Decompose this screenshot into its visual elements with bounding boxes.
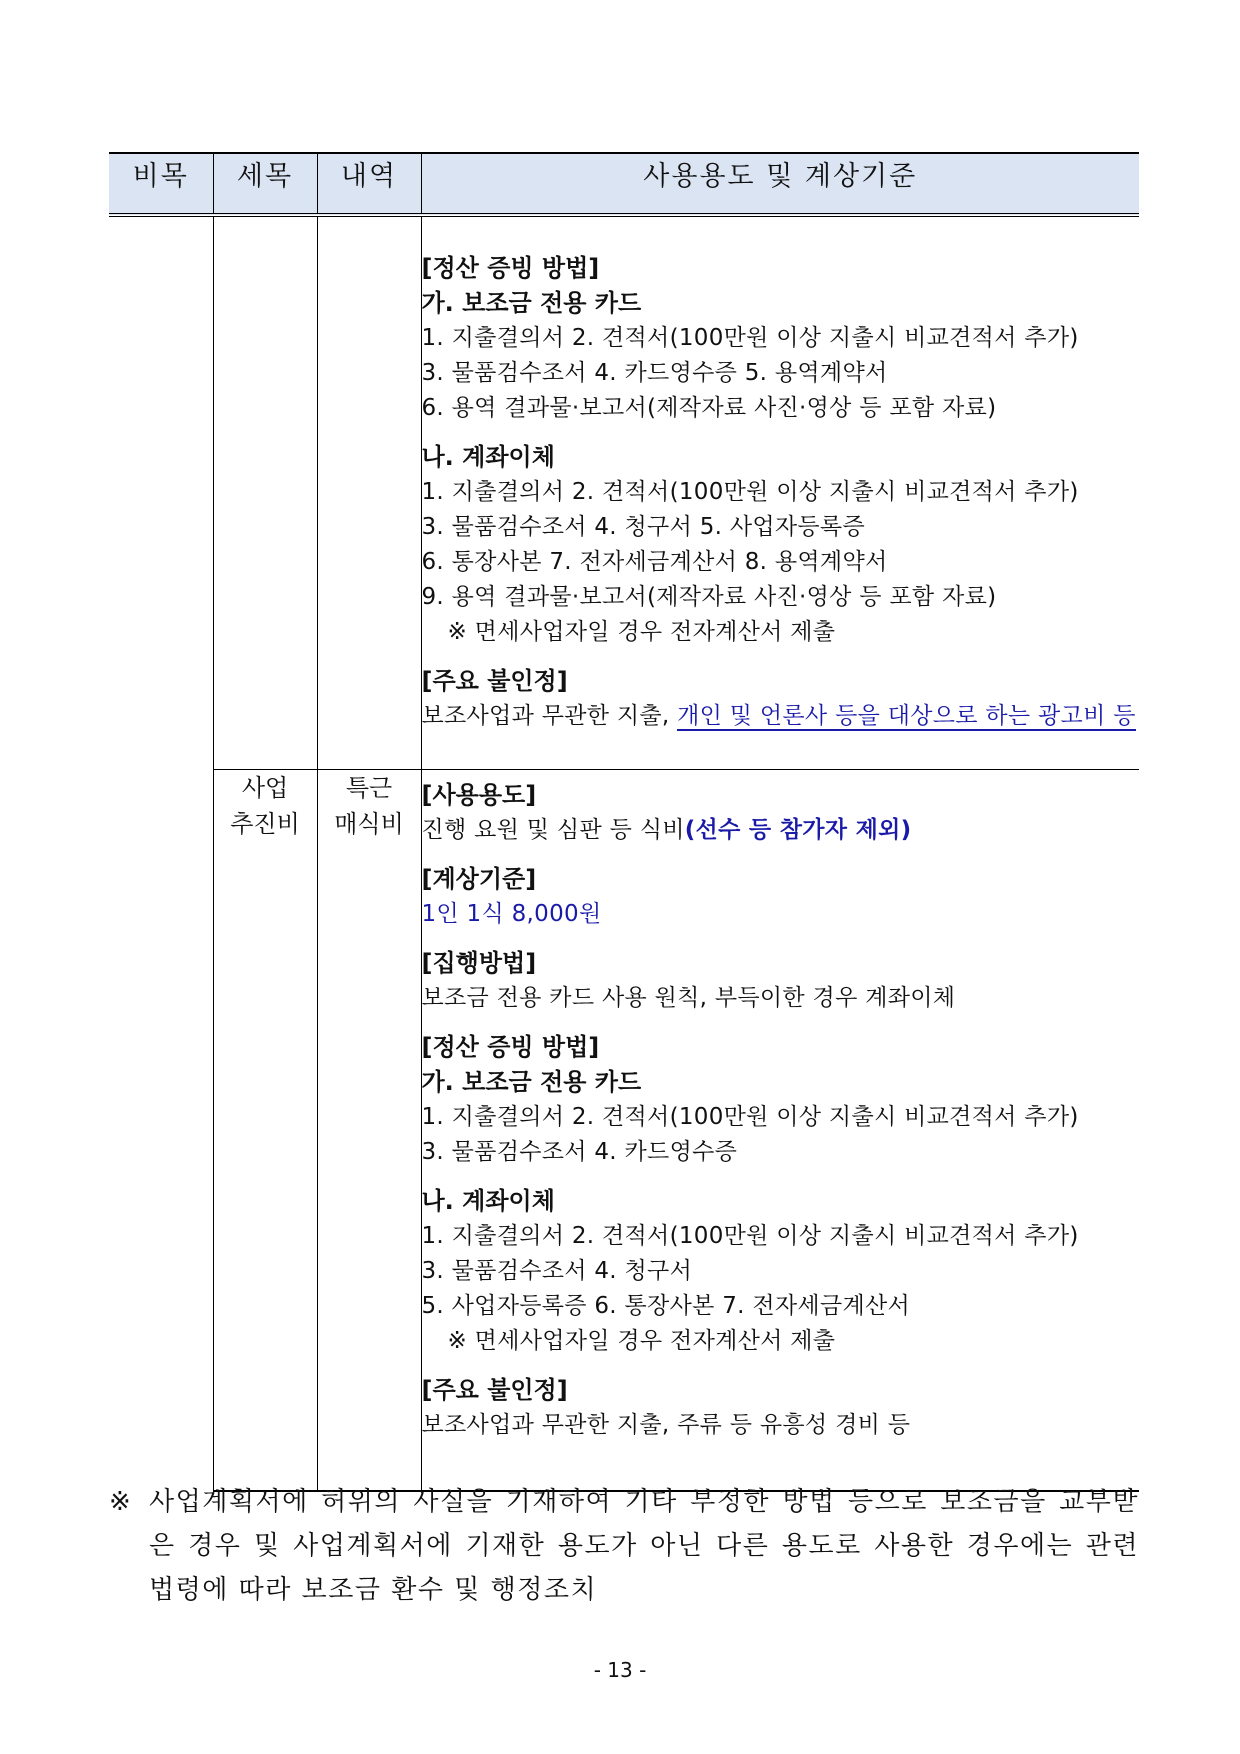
rejection-text: 보조사업과 무관한 지출, 주류 등 유흥성 경비 등 (421, 1411, 911, 1438)
list-item: 3. 물품검수조서 4. 청구서 5. 사업자등록증 (421, 514, 865, 540)
category-line: 사업 (241, 773, 289, 802)
category-cell-empty (109, 215, 213, 1491)
usage-cell (421, 215, 1139, 769)
subcategory-cell (213, 769, 317, 1491)
settlement-section (422, 251, 1140, 426)
reference-mark-icon: ※ (109, 1487, 131, 1517)
note-item: ※ 면세사업자일 경우 전자계산서 제출 (447, 1327, 836, 1354)
subcategory-line: 매식비 (334, 809, 404, 838)
detail-cell (317, 769, 421, 1491)
table-row (109, 769, 1139, 1491)
transfer-section (422, 1184, 1140, 1359)
table-header-row (109, 153, 1139, 215)
usage-section (422, 778, 1140, 848)
list-item: 3. 물품검수조서 4. 카드영수증 (421, 1138, 738, 1165)
header-category: 비목 (109, 153, 213, 215)
header-subcategory: 세목 (213, 153, 317, 215)
usage-text (422, 813, 1140, 848)
section-title: [집행방법] (421, 948, 537, 977)
section-subtitle: 나. 계좌이체 (421, 443, 555, 471)
usage-cell (421, 769, 1139, 1491)
page-number: - 13 - (593, 1658, 647, 1682)
list-item: 6. 통장사본 7. 전자세금계산서 8. 용역계약서 (421, 549, 888, 575)
section-subtitle: 나. 계좌이체 (421, 1186, 555, 1215)
table-row (109, 215, 1139, 769)
calc-value: 1인 1식 8,000원 (421, 900, 602, 927)
list-item: 3. 물품검수조서 4. 청구서 (421, 1257, 693, 1284)
list-item: 1. 지출결의서 2. 견적서(100만원 이상 지출시 비교견적서 추가) (421, 1222, 1079, 1249)
footnote-text: 사업계획서에 허위의 사실을 기재하여 기타 부정한 방법 등으로 보조금을 교부받은 경우 및 사업계획서에 기재한 용도가 아닌 다른 용도로 사용한 경우에는 관련 법령에 따라 보조금 환수 및 행정조치 (149, 1487, 1139, 1605)
category-line: 추진비 (230, 809, 300, 838)
list-item: 6. 용역 결과물·보고서(제작자료 사진·영상 등 포함 자료) (421, 395, 997, 421)
list-item: 1. 지출결의서 2. 견적서(100만원 이상 지출시 비교견적서 추가) (421, 479, 1079, 505)
calc-section (422, 862, 1140, 932)
subcategory-line: 특근 (345, 773, 393, 802)
rejection-text (422, 699, 1140, 734)
subcategory-cell-empty (213, 215, 317, 769)
detail-cell-empty (317, 215, 421, 769)
rejection-plain: 보조사업과 무관한 지출, (421, 703, 678, 729)
list-item: 1. 지출결의서 2. 견적서(100만원 이상 지출시 비교견적서 추가) (421, 325, 1079, 351)
section-title: [정산 증빙 방법] (421, 1032, 600, 1061)
footnote (109, 1480, 1139, 1612)
rejection-highlight: 개인 및 언론사 등을 대상으로 하는 광고비 등 (677, 703, 1136, 729)
list-item: 9. 용역 결과물·보고서(제작자료 사진·영상 등 포함 자료) (421, 584, 997, 610)
section-title: [주요 불인정] (421, 667, 568, 695)
section-title: [주요 불인정] (421, 1375, 568, 1404)
note-item: ※ 면세사업자일 경우 전자계산서 제출 (447, 619, 836, 645)
section-title: [정산 증빙 방법] (421, 254, 600, 282)
list-item: 5. 사업자등록증 6. 통장사본 7. 전자세금계산서 (421, 1292, 910, 1319)
settlement-section (422, 1030, 1140, 1170)
list-item: 1. 지출결의서 2. 견적서(100만원 이상 지출시 비교견적서 추가) (421, 1103, 1079, 1130)
section-title: [계상기준] (421, 864, 537, 893)
exec-text: 보조금 전용 카드 사용 원칙, 부득이한 경우 계좌이체 (421, 984, 956, 1011)
header-detail: 내역 (317, 153, 421, 215)
rejection-section (422, 1373, 1140, 1443)
list-item: 3. 물품검수조서 4. 카드영수증 5. 용역계약서 (421, 360, 888, 386)
header-usage-criteria: 사용용도 및 계상기준 (421, 153, 1139, 215)
section-title: [사용용도] (421, 780, 537, 809)
usage-plain: 진행 요원 및 심판 등 식비 (421, 816, 685, 843)
exec-section (422, 946, 1140, 1016)
section-subtitle: 가. 보조금 전용 카드 (421, 1067, 642, 1096)
usage-highlight: (선수 등 참가자 제외) (684, 816, 912, 843)
transfer-section (422, 440, 1140, 650)
rejection-section (422, 664, 1140, 734)
budget-table (109, 152, 1139, 1492)
section-subtitle: 가. 보조금 전용 카드 (421, 289, 642, 317)
